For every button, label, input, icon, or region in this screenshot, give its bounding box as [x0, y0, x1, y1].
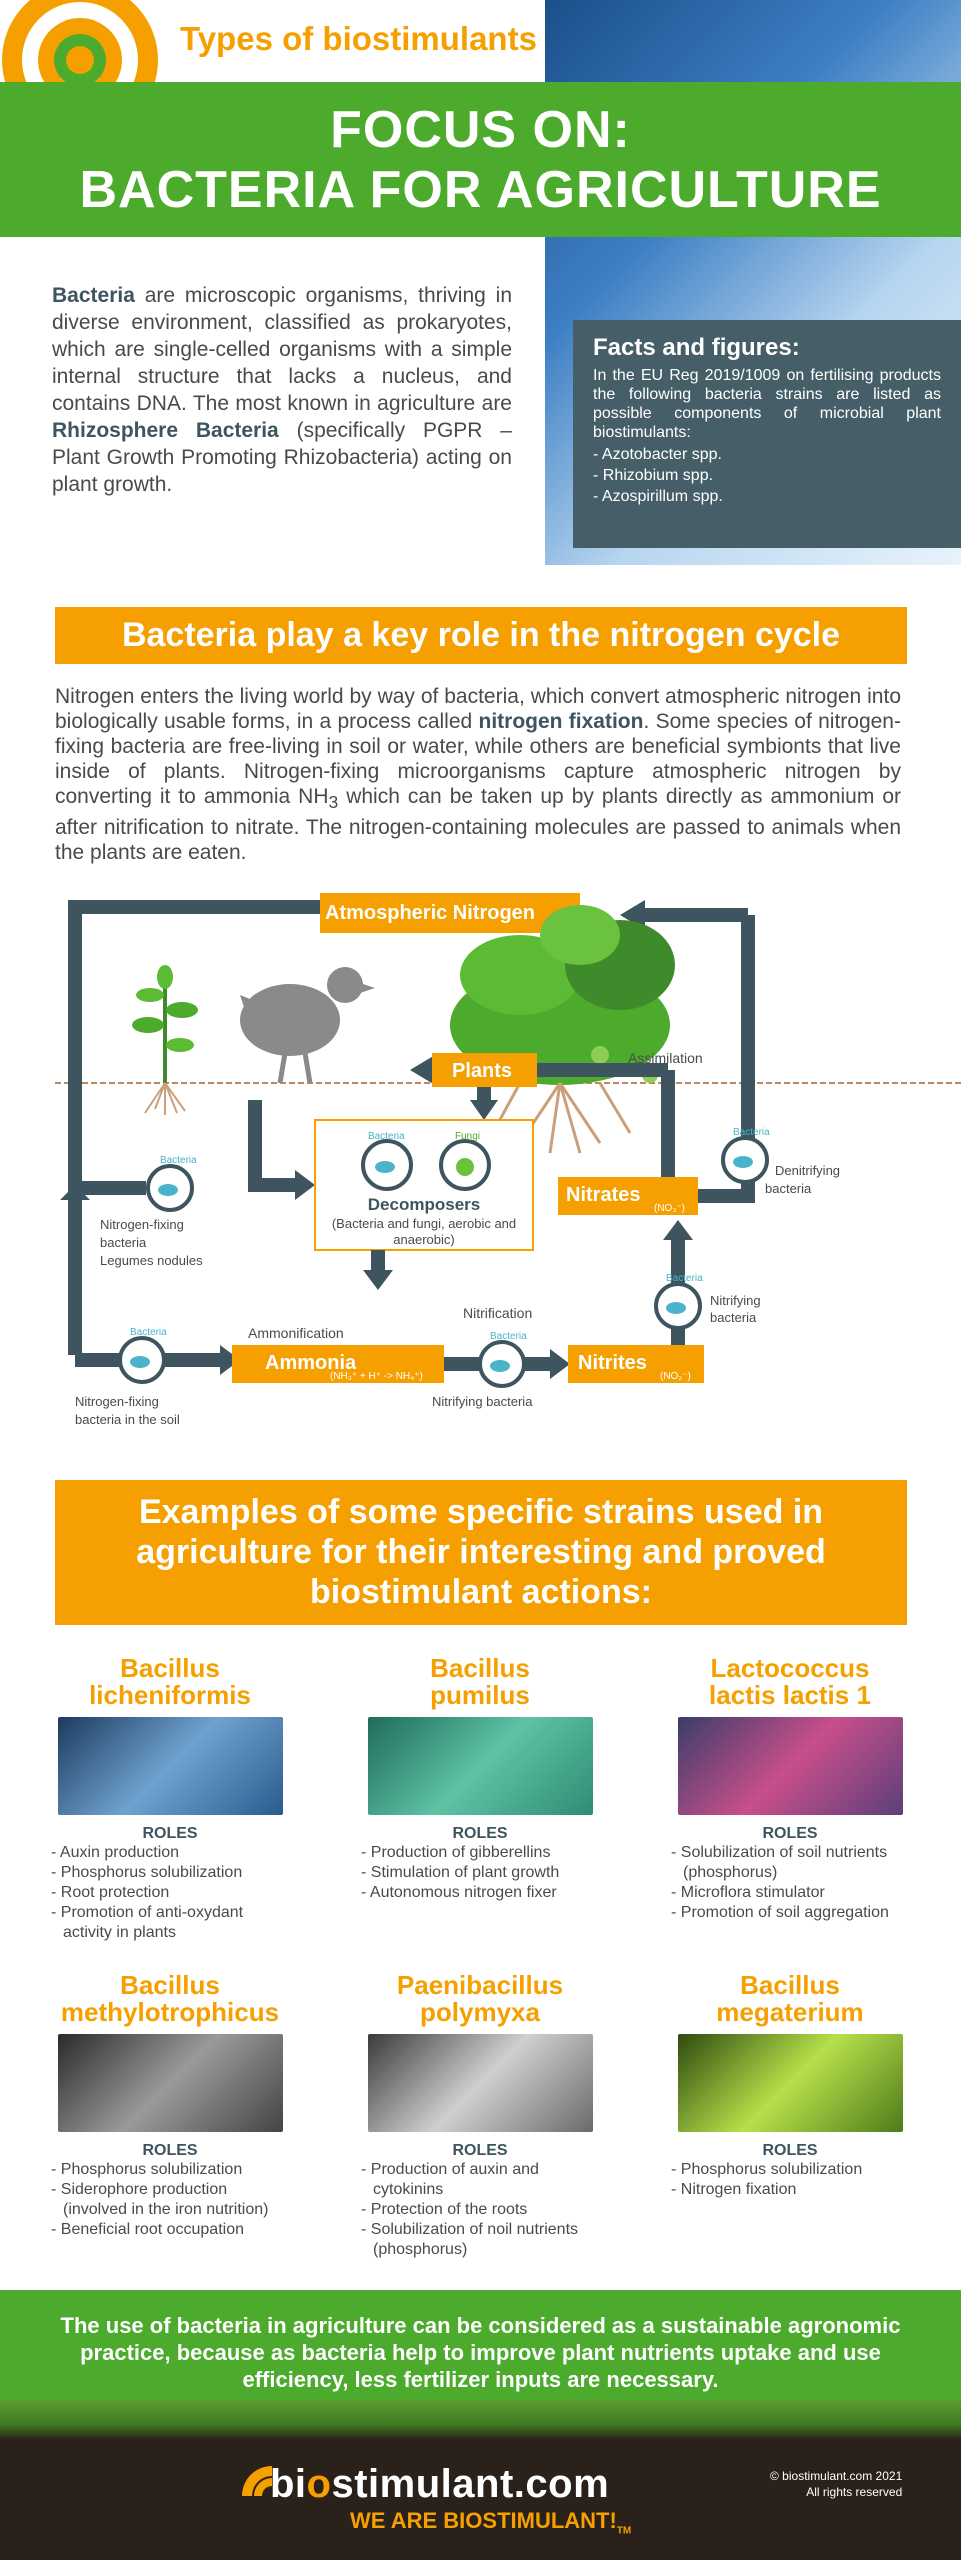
- logo-text-a: bi: [270, 2462, 307, 2506]
- facts-item: - Azospirillum spp.: [593, 488, 723, 505]
- nfix-label-1: Nitrogen-fixing: [100, 1217, 184, 1232]
- small-plant-icon: [132, 965, 198, 1115]
- decomposers-label: Decomposers: [367, 1195, 481, 1214]
- role-item: - Microflora stimulator: [671, 1884, 825, 1901]
- strain-name-line2: megaterium: [716, 1997, 864, 2027]
- role-item: - Root protection: [51, 1884, 170, 1901]
- slogan-text: WE ARE BIOSTIMULANT!: [350, 2508, 617, 2533]
- facts-item: - Azotobacter spp.: [593, 446, 722, 463]
- focus-title-line2: BACTERIA FOR AGRICULTURE: [79, 161, 882, 219]
- roles-list: [665, 2160, 915, 2200]
- strain-name-line1: Lactococcus: [710, 1653, 870, 1683]
- decomposers-sub1: (Bacteria and fungi, aerobic and: [331, 1216, 517, 1231]
- bacillus-megaterium-image: [678, 2034, 903, 2132]
- strain-name-line2: methylotrophicus: [60, 1997, 280, 2027]
- nitrifying-right-tag: Bacteria: [666, 1273, 703, 1284]
- roles-title: ROLES: [762, 2142, 818, 2159]
- role-item: - Beneficial root occupation: [51, 2221, 244, 2238]
- role-item: - Phosphorus solubilization: [51, 2161, 243, 2178]
- nfix-label-3: Legumes nodules: [100, 1253, 203, 1268]
- copyright: [770, 2468, 902, 2500]
- nitrogen-fixation-bold: nitrogen fixation: [478, 710, 644, 733]
- roles-title: ROLES: [452, 1825, 508, 1842]
- nh3-subscript: 3: [328, 792, 339, 813]
- strain-name-line1: Bacillus: [120, 1653, 220, 1683]
- role-item: - Stimulation of plant growth: [361, 1864, 560, 1881]
- strain-card: [45, 1972, 295, 2240]
- ammonia-label: Ammonia: [265, 1352, 357, 1374]
- examples-banner: Examples of some specific strains used in agriculture for their interesting and proved biostimulant actions:: [55, 1480, 907, 1625]
- nitrogen-text-c: which can be taken up by plants directly as ammonium or after nitrification to nitrate. The nitrogen-containing molecules are passed to animals when the plants are eaten.: [55, 785, 901, 865]
- focus-title-line1: FOCUS ON:: [330, 101, 631, 159]
- roles-list: [45, 2160, 295, 2240]
- roles-title: ROLES: [142, 2142, 198, 2159]
- decomposers-sub2: anaerobic): [393, 1232, 455, 1247]
- intro-text-end: (specifically PGPR – Plant Growth Promoting Rhizobacteria) acting on plant growth.: [52, 419, 512, 496]
- strain-name: [45, 1655, 295, 1715]
- plants-label: Plants: [452, 1060, 513, 1082]
- role-item: - Solubilization of noil nutrients (phosphorus): [361, 2221, 579, 2258]
- conclusion-banner: The use of bacteria in agriculture can be considered as a sustainable agronomic practice, because as bacteria help to improve plant nutrients uptake and use efficiency, less fertilizer inputs are necessary.: [0, 2290, 961, 2400]
- chicken-icon: [240, 967, 375, 1083]
- strain-name-line2: lactis lactis 1: [709, 1680, 871, 1710]
- strain-card: [665, 1972, 915, 2200]
- strain-name-line2: licheniformis: [89, 1680, 251, 1710]
- nitrogen-text-a: Nitrogen enters the living world by way of bacteria, which convert atmospheric nitrogen into biologically usable forms, in a process called: [55, 685, 901, 733]
- facts-body: In the EU Reg 2019/1009 on fertilising products the following bacteria strains are listed as possible components of microbial plant biostimulants:: [593, 367, 941, 441]
- nitrification-label: Nitrification: [463, 1305, 533, 1321]
- nitrites-label: Nitrites: [578, 1352, 647, 1374]
- biostimulant-logo-icon: [238, 2462, 274, 2498]
- role-item: - Production of auxin and cytokinins: [361, 2161, 539, 2198]
- role-item: - Production of gibberellins: [361, 1844, 551, 1861]
- denitrifying-label-1: Denitrifying: [775, 1163, 841, 1178]
- roles-title: ROLES: [142, 1825, 198, 1842]
- nitrifying-bacteria-tag: Bacteria: [490, 1331, 527, 1342]
- chicken-arrow: [255, 1100, 300, 1185]
- bacteria-label: Bacteria: [368, 1131, 405, 1142]
- copyright-line1: © biostimulant.com 2021: [770, 2469, 903, 2483]
- nitrifying-bacteria-label: Nitrifying bacteria: [432, 1394, 533, 1409]
- soil-bacteria-tag: Bacteria: [130, 1327, 167, 1338]
- role-item: - Auxin production: [51, 1844, 180, 1861]
- facts-box: [573, 320, 961, 548]
- nitrates-label: Nitrates: [566, 1184, 641, 1206]
- soil-label-2: bacteria in the soil: [75, 1412, 180, 1427]
- strain-name: [45, 1972, 295, 2032]
- lactococcus-lactis-image: [678, 1717, 903, 1815]
- strain-name-line2: polymyxa: [420, 1997, 540, 2027]
- strain-name: [355, 1972, 605, 2032]
- roles-list: [355, 2160, 605, 2260]
- role-item: - Siderophore production (involved in the iron nutrition): [51, 2181, 269, 2218]
- roles-list: [665, 1843, 915, 1923]
- strain-card: [45, 1655, 295, 1943]
- strain-name-line1: Bacillus: [740, 1970, 840, 2000]
- nitrogen-text-b: . Some species of nitrogen-fixing bacteria are free-living in soil or water, while others are beneficial symbionts that live inside of plants. Nitrogen-fixing microorganisms capture atmospheric nitrogen by converting it to ammonia NH: [55, 710, 901, 808]
- role-item: - Protection of the roots: [361, 2201, 528, 2218]
- strain-name-line1: Bacillus: [120, 1970, 220, 2000]
- nitrogen-cycle-diagram: [0, 885, 961, 1445]
- strain-name: [665, 1972, 915, 2032]
- fungi-label: Fungi: [455, 1131, 481, 1142]
- role-item: - Solubilization of soil nutrients (phosphorus): [671, 1844, 888, 1881]
- types-of-biostimulants-title: Types of biostimulants: [180, 20, 537, 57]
- strain-card: [355, 1972, 605, 2260]
- role-item: - Promotion of anti-oxydant activity in plants: [51, 1904, 244, 1941]
- paenibacillus-polymyxa-image: [368, 2034, 593, 2132]
- nitrifying-right-2: bacteria: [710, 1310, 757, 1325]
- slogan: [350, 2508, 631, 2536]
- logo-text-o: o: [306, 2462, 332, 2506]
- roles-list: [355, 1843, 605, 1903]
- roles-title: ROLES: [452, 2142, 508, 2159]
- arrow-to-plants-left: [410, 1055, 435, 1085]
- roles-title: ROLES: [762, 1825, 818, 1842]
- role-item: - Nitrogen fixation: [671, 2181, 797, 2198]
- copyright-line2: All rights reserved: [806, 2485, 903, 2499]
- bacillus-licheniformis-image: [58, 1717, 283, 1815]
- strain-name: [355, 1655, 605, 1715]
- intro-text-part: are microscopic organisms, thriving in diverse environment, classified as prokaryotes, which are single-celled organisms with a simple internal structure that lacks a nucleus, and contains DNA. The most known in agriculture are: [52, 284, 512, 415]
- nitrates-sub: (NO₃⁻): [654, 1203, 686, 1214]
- arrow-to-ammonia: [363, 1270, 393, 1290]
- facts-title: Facts and figures:: [593, 334, 800, 361]
- logo-text-b: stimulant.com: [331, 2462, 610, 2506]
- denitrifying-tag: Bacteria: [733, 1127, 770, 1138]
- bacillus-methylotrophicus-image: [58, 2034, 283, 2132]
- role-item: - Phosphorus solubilization: [51, 1864, 243, 1881]
- strain-name-line1: Bacillus: [430, 1653, 530, 1683]
- nitrogen-paragraph: [55, 684, 901, 865]
- role-item: - Autonomous nitrogen fixer: [361, 1884, 557, 1901]
- arrow-to-nitrates: [663, 1220, 693, 1240]
- intro-paragraph: [52, 282, 512, 498]
- intro-bold-bacteria: Bacteria: [52, 284, 135, 307]
- nitrogen-cycle-banner: Bacteria play a key role in the nitrogen cycle: [55, 607, 907, 664]
- strain-name: [665, 1655, 915, 1715]
- facts-list: [593, 444, 941, 507]
- strain-card: [665, 1655, 915, 1923]
- atmospheric-label: Atmospheric Nitrogen: [325, 902, 536, 924]
- nfix-bacteria-label: Bacteria: [160, 1155, 197, 1166]
- strain-name-line1: Paenibacillus: [396, 1970, 564, 2000]
- role-item: - Phosphorus solubilization: [671, 2161, 863, 2178]
- strain-name-line2: pumilus: [430, 1680, 530, 1710]
- nfix-label-2: bacteria: [100, 1235, 147, 1250]
- roles-list: [45, 1843, 295, 1943]
- trademark: TM: [616, 2525, 632, 2537]
- outer-loop-left: [75, 907, 320, 1355]
- ammonia-sub: (NH₃⁺ + H⁺ -> NH₄⁺): [330, 1371, 423, 1382]
- facts-item: - Rhizobium spp.: [593, 467, 714, 484]
- strain-card: [355, 1655, 605, 1903]
- nitrifying-right-1: Nitrifying: [710, 1293, 761, 1308]
- biostimulant-logo-text[interactable]: [270, 2462, 609, 2507]
- intro-bold-rhizosphere: Rhizosphere Bacteria: [52, 419, 279, 442]
- bacillus-pumilus-image: [368, 1717, 593, 1815]
- role-item: - Promotion of soil aggregation: [671, 1904, 889, 1921]
- footer-grass: [0, 2400, 961, 2440]
- denitrifying-label-2: bacteria: [765, 1181, 812, 1196]
- nitrites-sub: (NO₂⁻): [660, 1371, 691, 1382]
- ammonification-label: Ammonification: [248, 1325, 344, 1341]
- soil-label-1: Nitrogen-fixing: [75, 1394, 159, 1409]
- assimilation-label: Assimilation: [628, 1050, 703, 1066]
